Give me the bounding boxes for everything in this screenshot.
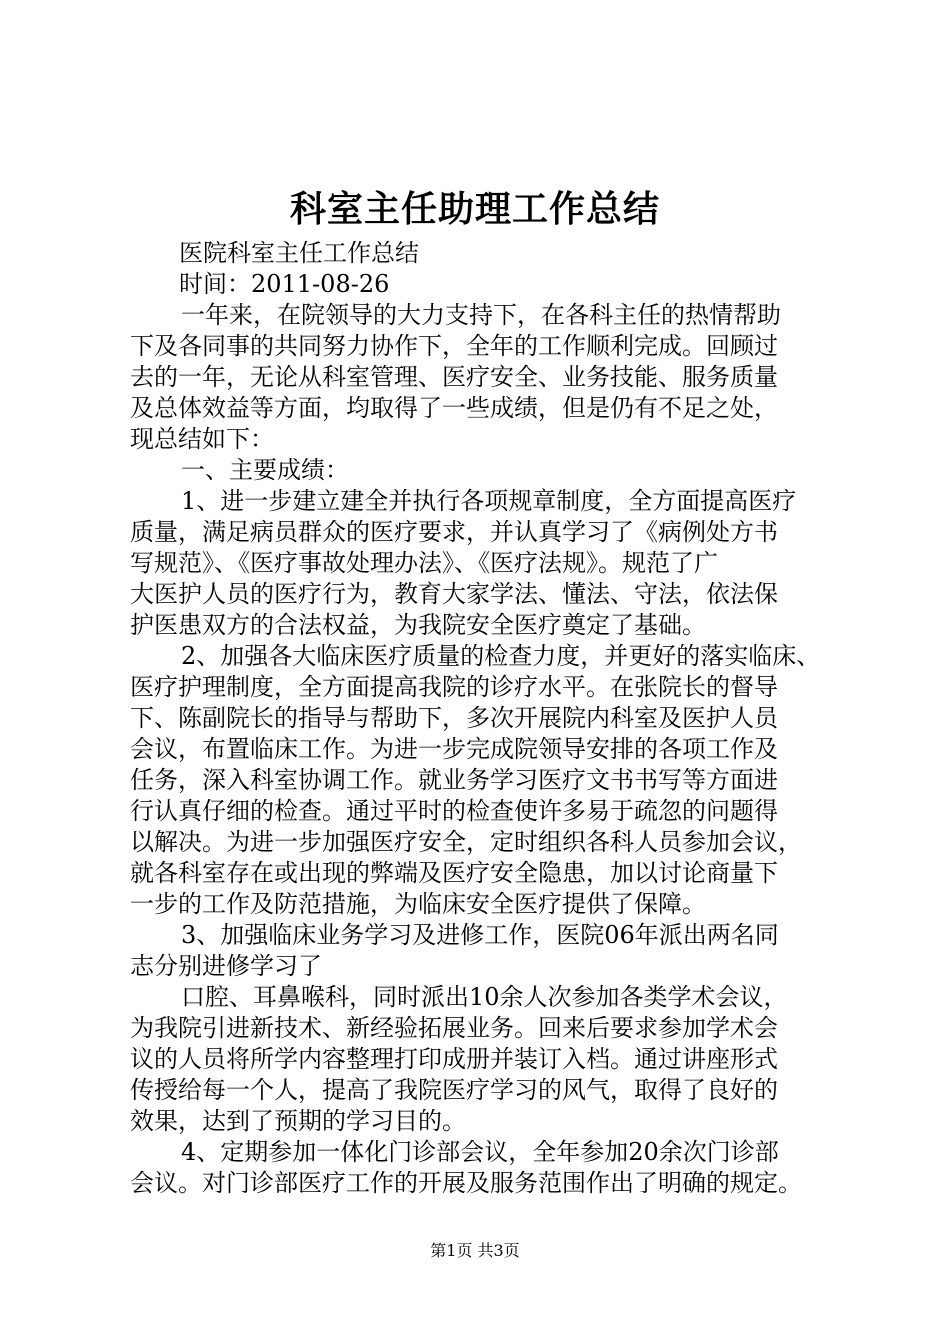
paragraph-line: 效果，达到了预期的学习目的。 bbox=[130, 1107, 466, 1135]
paragraph-line: 大医护人员的医疗行为，教育大家学法、懂法、守法，依法保 bbox=[130, 580, 778, 608]
paragraph-line: 2、加强各大临床医疗质量的检查力度，并更好的落实临床、 bbox=[181, 642, 821, 670]
paragraph-line: 口腔、耳鼻喉科，同时派出10余人次参加各类学术会议， bbox=[181, 983, 788, 1011]
section-heading: 一、主要成绩： bbox=[181, 456, 349, 484]
paragraph-line: 行认真仔细的检查。通过平时的检查使许多易于疏忽的问题得 bbox=[130, 797, 778, 825]
paragraph-line: 议的人员将所学内容整理打印成册并装订入档。通过讲座形式 bbox=[130, 1045, 778, 1073]
document-title: 科室主任助理工作总结 bbox=[289, 188, 660, 230]
paragraph-line: 下、陈副院长的指导与帮助下，多次开展院内科室及医护人员 bbox=[130, 704, 778, 732]
subtitle-line: 医院科室主任工作总结 bbox=[179, 239, 419, 267]
paragraph-line: 4、定期参加一体化门诊部会议，全年参加20余次门诊部 bbox=[181, 1138, 779, 1166]
paragraph-line: 任务，深入科室协调工作。就业务学习医疗文书书写等方面进 bbox=[130, 766, 778, 794]
paragraph-line: 传授给每一个人，提高了我院医疗学习的风气，取得了良好的 bbox=[130, 1076, 778, 1104]
paragraph-line: 会议，布置临床工作。为进一步完成院领导安排的各项工作及 bbox=[130, 735, 778, 763]
paragraph-line: 现总结如下： bbox=[130, 425, 274, 453]
paragraph-line: 一步的工作及防范措施，为临床安全医疗提供了保障。 bbox=[130, 890, 706, 918]
paragraph-line: 去的一年，无论从科室管理、医疗安全、业务技能、服务质量 bbox=[130, 363, 778, 391]
paragraph-line: 一年来，在院领导的大力支持下，在各科主任的热情帮助 bbox=[181, 301, 781, 329]
paragraph-line: 护医患双方的合法权益，为我院安全医疗奠定了基础。 bbox=[130, 611, 706, 639]
paragraph-line: 为我院引进新技术、新经验拓展业务。回来后要求参加学术会 bbox=[130, 1014, 778, 1042]
paragraph-line: 以解决。为进一步加强医疗安全，定时组织各科人员参加会议， bbox=[130, 828, 802, 856]
date-line: 时间：2011-08-26 bbox=[179, 270, 390, 298]
paragraph-line: 志分别进修学习了 bbox=[130, 952, 322, 980]
paragraph-line: 下及各同事的共同努力协作下，全年的工作顺利完成。回顾过 bbox=[130, 332, 778, 360]
paragraph-line: 写规范》、《医疗事故处理办法》、《医疗法规》。规范了广 bbox=[130, 549, 718, 577]
paragraph-line: 就各科室存在或出现的弊端及医疗安全隐患，加以讨论商量下 bbox=[130, 859, 778, 887]
paragraph-line: 质量，满足病员群众的医疗要求，并认真学习了《病例处方书 bbox=[130, 518, 778, 546]
paragraph-line: 及总体效益等方面，均取得了一些成绩，但是仍有不足之处， bbox=[130, 394, 778, 422]
paragraph-line: 会议。对门诊部医疗工作的开展及服务范围作出了明确的规定。 bbox=[130, 1169, 802, 1197]
paragraph-line: 3、加强临床业务学习及进修工作，医院06年派出两名同 bbox=[181, 921, 779, 949]
paragraph-line: 1、进一步建立建全并执行各项规章制度，全方面提高医疗 bbox=[181, 487, 797, 515]
paragraph-line: 医疗护理制度，全方面提高我院的诊疗水平。在张院长的督导 bbox=[130, 673, 778, 701]
page-number: 第1页 共3页 bbox=[430, 1241, 520, 1260]
